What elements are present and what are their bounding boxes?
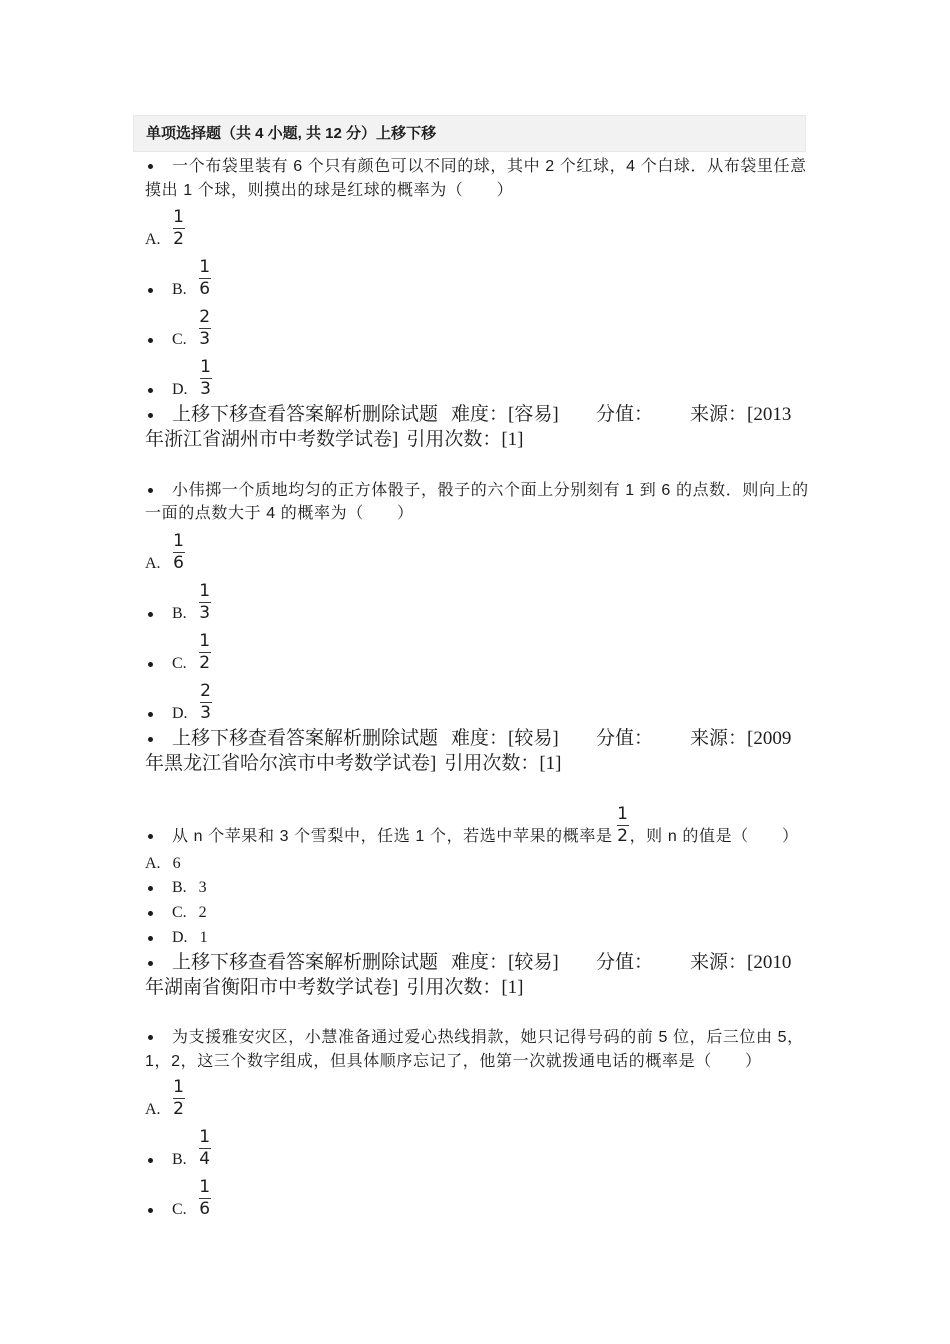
fraction-denominator: 3	[200, 379, 211, 399]
option-label: D.	[172, 705, 188, 722]
bullet-icon	[148, 834, 153, 839]
fraction	[173, 1077, 185, 1120]
citation	[444, 753, 561, 774]
source	[690, 951, 791, 975]
question-meta	[145, 727, 845, 751]
option-c	[145, 631, 211, 674]
question-meta	[145, 951, 845, 975]
view-answer-link[interactable]: 查看答案解析	[248, 728, 363, 749]
fraction	[199, 257, 211, 300]
difficulty-value: [容易]	[508, 404, 559, 425]
section-header	[133, 115, 806, 152]
bullet-icon	[148, 961, 153, 966]
option-label: C.	[172, 331, 187, 348]
difficulty-value: [较易]	[508, 952, 559, 973]
stem-text: 一个布袋里装有 6 个只有颜色可以不同的球，其中 2 个红球，4 个白球．从布袋里任意	[172, 158, 807, 175]
fraction-numerator: 1	[173, 531, 184, 551]
citation-label: 引用次数：	[444, 753, 540, 774]
move-down-link[interactable]: 下移	[210, 404, 249, 425]
fraction-denominator: 2	[173, 1099, 184, 1119]
stem-text: 从 n 个苹果和 3 个雪梨中，任选 1 个，若选中苹果的概率是	[172, 828, 613, 845]
source-value-start: [2009	[747, 728, 792, 749]
option-c	[145, 1177, 211, 1220]
view-answer-link[interactable]: 查看答案解析	[248, 404, 363, 425]
difficulty-value: [较易]	[508, 728, 559, 749]
option-value: 3	[198, 879, 207, 896]
section-move-down-link[interactable]: 下移	[406, 125, 437, 142]
fraction	[199, 1127, 211, 1170]
bullet-icon	[148, 1158, 153, 1163]
source-value-end: 年湖南省衡阳市中考数学试卷]	[145, 977, 399, 998]
section-move-up-link[interactable]: 上移	[376, 125, 407, 142]
fraction-denominator: 3	[200, 703, 211, 723]
fraction	[200, 681, 212, 724]
option-c	[145, 903, 207, 923]
stem-text: 为支援雅安灾区，小慧准备通过爱心热线捐款，她只记得号码的前 5 位，后三位由 5，	[172, 1029, 804, 1046]
fraction-denominator: 6	[173, 553, 184, 573]
question-stem-line	[145, 157, 807, 177]
question-stem-line	[145, 1052, 762, 1072]
fraction-denominator: 3	[199, 329, 211, 349]
view-answer-link[interactable]: 查看答案解析	[248, 952, 363, 973]
fraction-numerator: 1	[200, 357, 211, 377]
difficulty-label: 难度：	[451, 952, 509, 973]
option-label: A.	[145, 855, 161, 872]
fraction-denominator: 2	[199, 653, 211, 673]
fraction	[199, 1177, 211, 1220]
citation-count: [1]	[501, 429, 524, 450]
stem-text: 小伟掷一个质地均匀的正方体骰子，骰子的六个面上分别刻有 1 到 6 的点数．则向上的	[172, 482, 809, 499]
bullet-icon	[148, 338, 153, 343]
option-a	[145, 854, 181, 874]
fraction-numerator: 1	[173, 1077, 184, 1097]
stem-text: ，则 n 的值是（ ）	[629, 828, 799, 845]
bullet-icon	[148, 936, 153, 941]
fraction-denominator: 3	[199, 603, 211, 623]
question-meta-continued	[145, 976, 845, 1000]
bullet-icon	[148, 288, 153, 293]
fraction	[199, 581, 211, 624]
option-a	[145, 531, 185, 574]
citation	[406, 977, 523, 998]
option-d	[145, 928, 208, 948]
fraction	[173, 531, 185, 574]
bullet-icon	[148, 1035, 153, 1040]
question-meta-continued	[145, 428, 845, 452]
fraction	[173, 207, 185, 250]
question-meta-continued	[145, 752, 845, 776]
option-value: 1	[199, 929, 208, 946]
fraction-denominator: 2	[617, 826, 628, 846]
option-a	[145, 1077, 185, 1120]
source-value-start: [2013	[747, 404, 792, 425]
citation	[406, 429, 523, 450]
difficulty	[451, 951, 559, 975]
fraction	[617, 804, 629, 847]
difficulty-label: 难度：	[451, 404, 509, 425]
question-stem-line	[145, 181, 513, 201]
stem-text: 1，2，这三个数字组成，但具体顺序忘记了，他第一次就拨通电话的概率是（ ）	[145, 1053, 762, 1070]
bullet-icon	[148, 164, 153, 169]
option-label: B.	[172, 281, 187, 298]
delete-question-link[interactable]: 删除试题	[362, 728, 439, 749]
bullet-icon	[148, 488, 153, 493]
score-label: 分值：	[596, 952, 654, 973]
fraction-numerator: 1	[199, 257, 211, 277]
option-label: D.	[172, 381, 188, 398]
option-d	[145, 681, 212, 724]
option-label: C.	[172, 904, 187, 921]
move-up-link[interactable]: 上移	[172, 728, 211, 749]
citation-count: [1]	[501, 977, 524, 998]
stem-text: 一面的点数大于 4 的概率为（ ）	[145, 505, 414, 522]
fraction-numerator: 1	[617, 804, 628, 824]
source	[690, 727, 791, 751]
difficulty	[451, 403, 559, 427]
option-label: A.	[145, 231, 161, 248]
option-value: 6	[172, 855, 181, 872]
fraction	[199, 307, 211, 350]
move-down-link[interactable]: 下移	[210, 728, 249, 749]
option-value: 2	[198, 904, 207, 921]
option-label: B.	[172, 1151, 187, 1168]
question-stem-line	[145, 504, 414, 524]
move-up-link[interactable]: 上移	[172, 952, 211, 973]
fraction-denominator: 2	[173, 229, 184, 249]
delete-question-link[interactable]: 删除试题	[362, 952, 439, 973]
move-down-link[interactable]: 下移	[210, 952, 249, 973]
fraction-numerator: 1	[199, 631, 211, 651]
bullet-icon	[148, 612, 153, 617]
fraction-numerator: 1	[199, 581, 211, 601]
option-a	[145, 207, 185, 250]
fraction-numerator: 1	[199, 1177, 211, 1197]
option-label: B.	[172, 879, 187, 896]
option-b	[145, 878, 207, 898]
source-value-end: 年黑龙江省哈尔滨市中考数学试卷]	[145, 753, 437, 774]
option-label: B.	[172, 605, 187, 622]
fraction-denominator: 4	[199, 1149, 211, 1169]
fraction-numerator: 1	[173, 207, 184, 227]
option-c	[145, 307, 211, 350]
citation-count: [1]	[539, 753, 562, 774]
citation-label: 引用次数：	[406, 977, 502, 998]
bullet-icon	[148, 886, 153, 891]
source-label: 来源：	[690, 404, 748, 425]
fraction-denominator: 6	[199, 1199, 211, 1219]
option-label: D.	[172, 929, 188, 946]
stem-text: 摸出 1 个球，则摸出的球是红球的概率为（ ）	[145, 182, 514, 199]
source-value-end: 年浙江省湖州市中考数学试卷]	[145, 429, 399, 450]
option-label: C.	[172, 655, 187, 672]
fraction	[200, 357, 212, 400]
question-stem-line	[145, 481, 809, 501]
option-b	[145, 581, 211, 624]
question-stem-line	[145, 1028, 804, 1048]
difficulty-label: 难度：	[451, 728, 509, 749]
bullet-icon	[148, 737, 153, 742]
option-label: A.	[145, 1101, 161, 1118]
bullet-icon	[148, 712, 153, 717]
fraction-denominator: 6	[199, 279, 211, 299]
fraction-numerator: 1	[199, 1127, 211, 1147]
option-b	[145, 257, 211, 300]
fraction-numerator: 2	[200, 681, 211, 701]
source-value-start: [2010	[747, 952, 792, 973]
citation-label: 引用次数：	[406, 429, 502, 450]
bullet-icon	[148, 662, 153, 667]
option-b	[145, 1127, 211, 1170]
option-label: A.	[145, 555, 161, 572]
bullet-icon	[148, 1208, 153, 1213]
source	[690, 403, 791, 427]
source-label: 来源：	[690, 728, 748, 749]
delete-question-link[interactable]: 删除试题	[362, 404, 439, 425]
difficulty	[451, 727, 559, 751]
option-d	[145, 357, 212, 400]
bullet-icon	[148, 911, 153, 916]
question-meta	[145, 403, 845, 427]
move-up-link[interactable]: 上移	[172, 404, 211, 425]
fraction	[199, 631, 211, 674]
section-title: 单项选择题（共 4 小题, 共 12 分）	[146, 125, 377, 142]
score-label: 分值：	[596, 728, 654, 749]
bullet-icon	[148, 388, 153, 393]
fraction-numerator: 2	[199, 307, 211, 327]
bullet-icon	[148, 413, 153, 418]
score-label: 分值：	[596, 404, 654, 425]
option-label: C.	[172, 1201, 187, 1218]
question-stem-line	[145, 804, 799, 847]
source-label: 来源：	[690, 952, 748, 973]
